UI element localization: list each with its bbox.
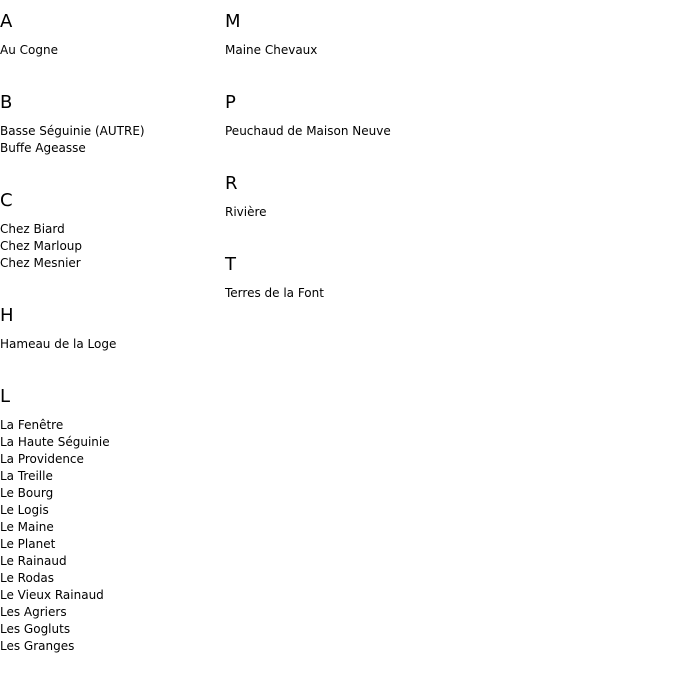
- index-entry[interactable]: Au Cogne: [0, 43, 58, 57]
- index-section-h: [0, 294, 225, 353]
- index-entry[interactable]: Chez Marloup: [0, 239, 83, 253]
- index-section-a: [0, 0, 225, 59]
- index-section-p: [225, 81, 525, 140]
- section-letter: M: [225, 11, 241, 32]
- index-entry[interactable]: La Providence: [0, 452, 84, 466]
- index-entry[interactable]: Le Maine: [0, 520, 54, 534]
- entry-list: [0, 221, 225, 272]
- entry-list: [225, 42, 525, 59]
- section-letter: P: [225, 92, 236, 113]
- index-entry[interactable]: Buffe Ageasse: [0, 141, 86, 155]
- entry-list: [225, 204, 525, 221]
- index-section-c: [0, 179, 225, 272]
- entry-list: [0, 42, 225, 59]
- index-entry[interactable]: Le Bourg: [0, 486, 54, 500]
- index-entry[interactable]: Les Granges: [0, 639, 75, 653]
- index-entry[interactable]: Rivière: [225, 205, 267, 219]
- index-column-right: [225, 0, 525, 324]
- section-letter: C: [0, 190, 13, 211]
- index-section-t: [225, 243, 525, 302]
- index-entry[interactable]: Chez Biard: [0, 222, 65, 236]
- index-section-m: [225, 0, 525, 59]
- index-entry[interactable]: Le Rodas: [0, 571, 55, 585]
- index-entry[interactable]: Chez Mesnier: [0, 256, 81, 270]
- index-entry[interactable]: Hameau de la Loge: [0, 337, 117, 351]
- index-entry[interactable]: Les Gogluts: [0, 622, 71, 636]
- index-entry[interactable]: Le Logis: [0, 503, 49, 517]
- index-entry[interactable]: Les Agriers: [0, 605, 67, 619]
- entry-list: [225, 285, 525, 302]
- index-entry[interactable]: Maine Chevaux: [225, 43, 318, 57]
- index-entry[interactable]: Le Planet: [0, 537, 56, 551]
- index-entry[interactable]: La Fenêtre: [0, 418, 64, 432]
- index-entry[interactable]: Basse Séguinie (AUTRE): [0, 124, 145, 138]
- section-letter: L: [0, 386, 11, 407]
- section-letter: A: [0, 11, 13, 32]
- section-letter: R: [225, 173, 238, 194]
- section-letter: B: [0, 92, 13, 113]
- index-section-r: [225, 162, 525, 221]
- entry-list: [0, 417, 225, 655]
- index-entry[interactable]: Terres de la Font: [225, 286, 324, 300]
- index-section-l: [0, 375, 225, 655]
- index-entry[interactable]: La Treille: [0, 469, 53, 483]
- section-letter: T: [225, 254, 236, 275]
- entry-list: [0, 336, 225, 353]
- index-entry[interactable]: Le Vieux Rainaud: [0, 588, 104, 602]
- index-column-left: [0, 0, 225, 677]
- index-section-b: [0, 81, 225, 157]
- index-entry[interactable]: Le Rainaud: [0, 554, 67, 568]
- index-entry[interactable]: Peuchaud de Maison Neuve: [225, 124, 391, 138]
- entry-list: [225, 123, 525, 140]
- section-letter: H: [0, 305, 14, 326]
- index-entry[interactable]: La Haute Séguinie: [0, 435, 110, 449]
- entry-list: [0, 123, 225, 157]
